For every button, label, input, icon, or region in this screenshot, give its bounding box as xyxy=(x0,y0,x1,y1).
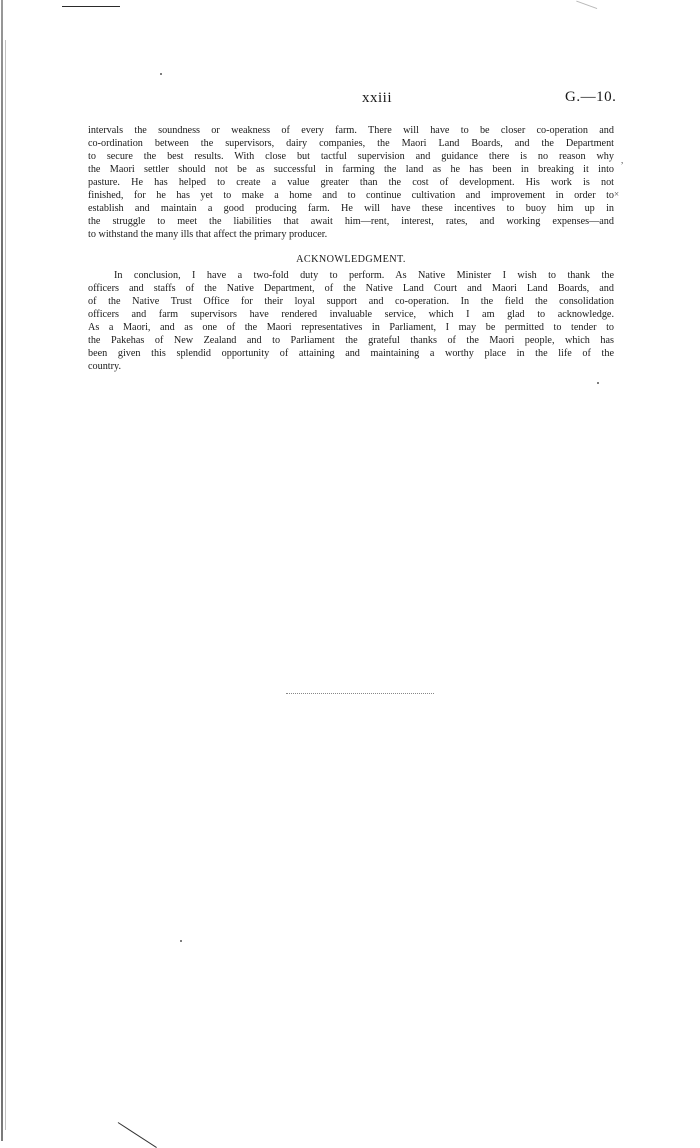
scan-speck xyxy=(180,940,182,942)
text-line: finished, for he has yet to make a home and to continue cultivation and improvement in order to xyxy=(88,190,614,201)
text-line: of the Native Trust Office for their loyal support and co-operation. In the field the consolidation xyxy=(88,296,614,307)
text-line: In conclusion, I have a two-fold duty to perform. As Native Minister I wish to thank the xyxy=(114,270,614,281)
text-line: co-ordination between the supervisors, dairy companies, the Maori Land Boards, and the Department xyxy=(88,138,614,149)
text-line: As a Maori, and as one of the Maori representatives in Parliament, I may be permitted to tender to xyxy=(88,322,614,333)
scan-bottom-stroke xyxy=(118,1122,157,1148)
text-line: intervals the soundness or weakness of every farm. There will have to be closer co-operation and xyxy=(88,125,614,136)
scan-left-edge xyxy=(1,0,3,1141)
document-reference: G.—10. xyxy=(565,89,617,105)
text-line: to withstand the many ills that affect the primary producer. xyxy=(88,229,328,240)
scan-left-edge-inner xyxy=(5,40,6,1130)
text-line: pasture. He has helped to create a value greater than the cost of development. His work is not xyxy=(88,177,614,188)
text-line: establish and maintain a good producing farm. He will have these incentives to buoy him up in xyxy=(88,203,614,214)
scan-speck xyxy=(160,73,162,75)
scan-speck xyxy=(597,382,599,384)
text-line: been given this splendid opportunity of attaining and maintaining a worthy place in the life of the xyxy=(88,348,614,359)
text-line: the Maori settler should not be as successful in farming the land as he has been in breaking it into xyxy=(88,164,614,175)
scan-corner-mark xyxy=(573,1,597,19)
text-line: officers and farm supervisors have rendered invaluable service, which I am glad to acknowledge. xyxy=(88,309,614,320)
page-number: xxiii xyxy=(362,90,393,106)
section-heading: ACKNOWLEDGMENT. xyxy=(296,254,406,265)
scan-top-rule xyxy=(62,6,120,7)
text-line: the struggle to meet the liabilities that await him—rent, interest, rates, and working expenses—and xyxy=(88,216,614,227)
margin-tick-mark: , xyxy=(621,155,624,165)
text-line: country. xyxy=(88,361,122,372)
text-line: officers and staffs of the Native Department, of the Native Land Court and Maori Land Boards, and xyxy=(88,283,614,294)
margin-cross-mark: × xyxy=(614,189,620,199)
text-line: to secure the best results. With close but tactful supervision and guidance there is no reason why xyxy=(88,151,614,162)
text-line: the Pakehas of New Zealand and to Parliament the grateful thanks of the Maori people, which has xyxy=(88,335,614,346)
section-divider xyxy=(286,693,434,695)
